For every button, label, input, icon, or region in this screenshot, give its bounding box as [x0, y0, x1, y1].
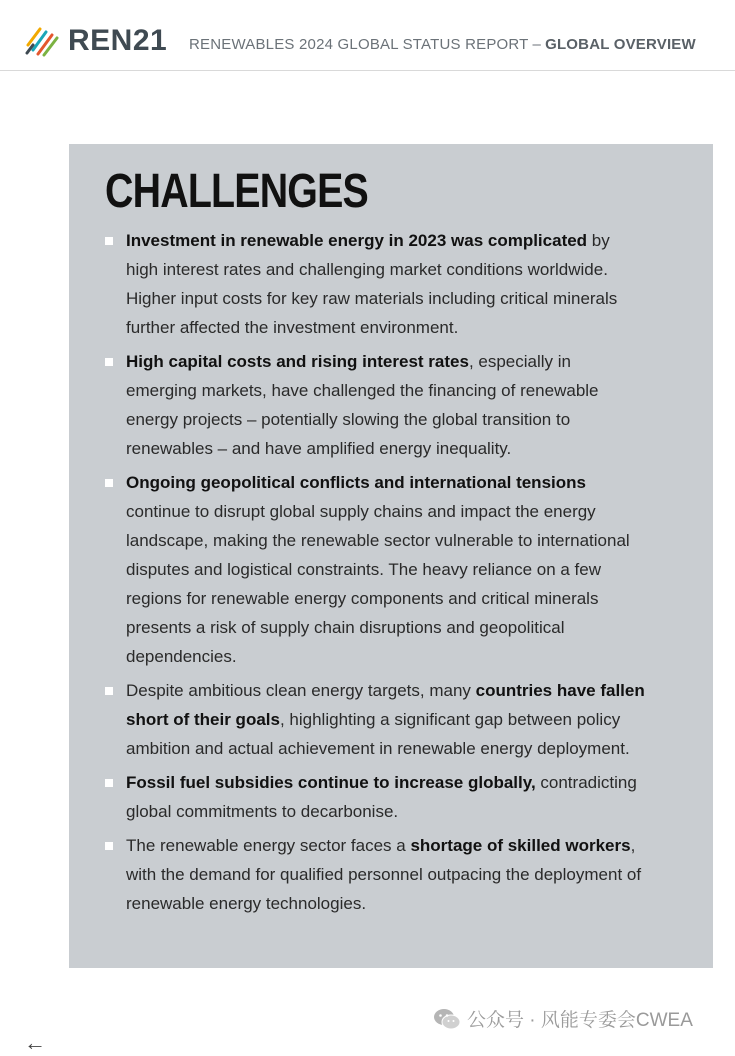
back-arrow-icon[interactable]: ←: [24, 1030, 46, 1055]
panel-title: CHALLENGES: [105, 165, 368, 218]
challenges-list: [105, 226, 645, 923]
item-bold-text: Ongoing geopolitical conflicts and international tensions: [126, 473, 586, 492]
item-text: , highlighting a significant gap between policy ambition and actual achievement in renewable energy deployment.: [126, 710, 630, 758]
list-item: [105, 226, 645, 342]
item-bold-text: Fossil fuel subsidies continue to increase globally,: [126, 773, 536, 792]
logo-text: REN21: [68, 24, 168, 57]
item-bold-text: Investment in renewable energy in 2023 was complicated: [126, 231, 588, 250]
item-pre-text: Despite ambitious clean energy targets, many: [126, 681, 476, 700]
list-item: [105, 768, 645, 826]
item-text: continue to disrupt global supply chains and impact the energy landscape, making the renewable sector vulnerable to international disputes and logistical constraints. The heavy reliance on a few regions for renewable energy components and critical minerals presents a risk of supply chain disruptions and geopolitical dependencies.: [126, 502, 630, 666]
report-title: [189, 36, 696, 53]
item-text: by high interest rates and challenging market conditions worldwide. Higher input costs for key raw materials including critical minerals further affected the investment environment.: [126, 231, 618, 337]
list-item: [105, 831, 645, 918]
item-text: contradicting global commitments to decarbonise.: [126, 773, 637, 821]
watermark-text: 公众号 · 风能专委会CWEA: [467, 1010, 693, 1031]
report-section-name: GLOBAL OVERVIEW: [545, 36, 696, 53]
wechat-icon: [433, 1007, 461, 1031]
list-item: [105, 468, 645, 671]
report-title-prefix: RENEWABLES 2024 GLOBAL STATUS REPORT: [189, 36, 529, 53]
item-bold-text: shortage of skilled workers: [410, 836, 631, 855]
item-bold-text: High capital costs and rising interest rates: [126, 352, 469, 371]
ren21-logo-icon: [24, 23, 60, 59]
list-item: [105, 676, 645, 763]
page-header: [0, 0, 735, 71]
item-text: , especially in emerging markets, have challenged the financing of renewable energy projects – potentially slowing the global transition to renewables – and have amplified energy inequality.: [126, 352, 599, 458]
item-pre-text: The renewable energy sector faces a: [126, 836, 411, 855]
item-text: , with the demand for qualified personnel outpacing the deployment of renewable energy technologies.: [126, 836, 642, 913]
watermark: [433, 1005, 693, 1032]
list-item: [105, 347, 645, 463]
challenges-panel: [69, 144, 713, 968]
report-title-separator: –: [532, 36, 542, 53]
item-bold-text: countries have fallen short of their goals: [126, 681, 645, 729]
